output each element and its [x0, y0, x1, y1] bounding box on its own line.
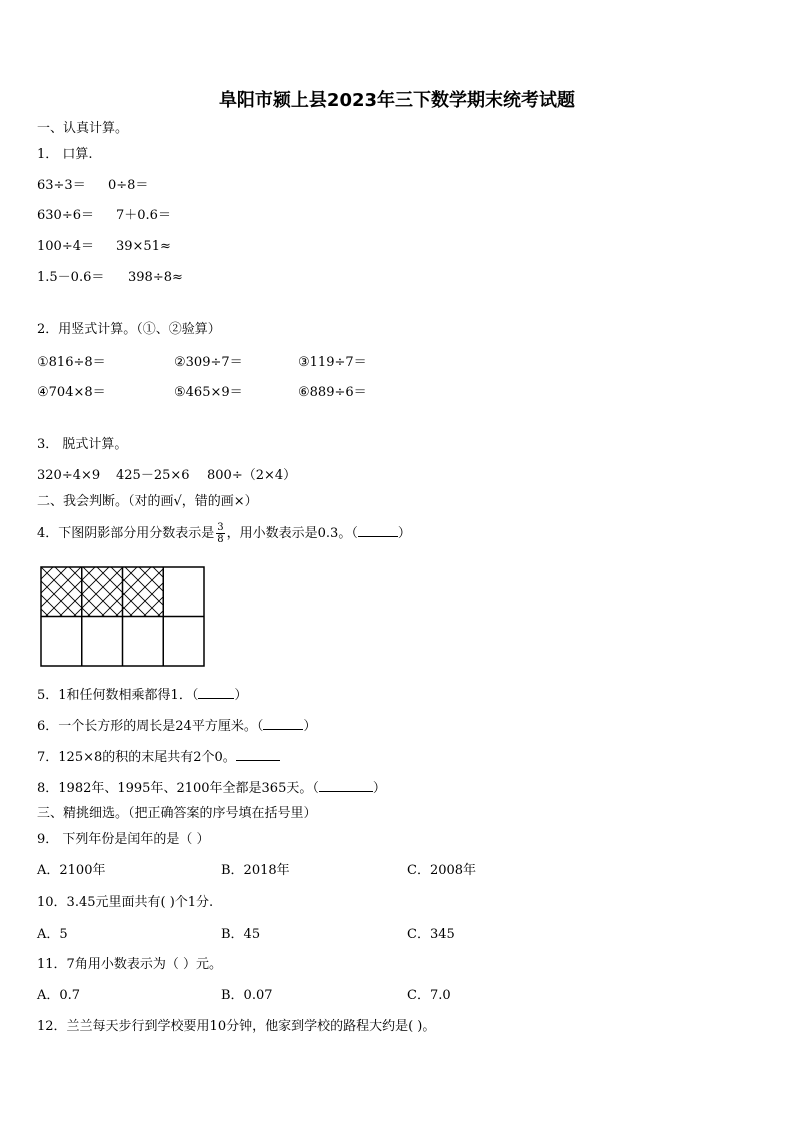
vertical-calc-item: ②309÷7＝ — [174, 355, 243, 370]
q6-label: 6．一个长方形的周长是24平方厘米。（ — [37, 719, 264, 734]
q4-prefix: 4．下图阴影部分用分数表示是 — [37, 526, 215, 541]
q6-text — [37, 717, 316, 736]
option-a[interactable]: A．2100年 — [37, 863, 106, 878]
fraction-grid-figure — [40, 566, 206, 672]
q7-text — [37, 748, 280, 767]
q7-label: 7．125×8的积的末尾共有2个0。 — [37, 750, 236, 765]
q10-text: 10．3.45元里面共有( )个1分. — [37, 895, 214, 910]
answer-blank[interactable] — [236, 748, 280, 761]
q4-close: ） — [397, 526, 411, 541]
oral-calc-item: 7＋0.6＝ — [116, 208, 171, 223]
shaded-cell — [123, 567, 164, 617]
vertical-calc-item: ③119÷7＝ — [298, 355, 367, 370]
q5-label: 5．1和任何数相乘都得1．（ — [37, 688, 199, 703]
vertical-calc-item: ⑥889÷6＝ — [298, 385, 367, 400]
shaded-cell — [82, 567, 123, 617]
option-a[interactable]: A．0.7 — [37, 988, 81, 1003]
q3-label: 3． 脱式计算。 — [37, 437, 128, 452]
section1-heading: 一、认真计算。 — [37, 121, 129, 136]
fraction-numerator: 3 — [217, 522, 224, 533]
option-a[interactable]: A．5 — [37, 927, 68, 942]
q8-close: ） — [372, 781, 386, 796]
option-c[interactable]: C．345 — [407, 927, 455, 942]
page-title: 阜阳市颍上县2023年三下数学期末统考试题 — [218, 90, 576, 111]
section2-heading: 二、我会判断。（对的画√，错的画×） — [37, 494, 258, 509]
oral-calc-item: 1.5－0.6＝ — [37, 270, 105, 285]
vertical-calc-item: ⑤465×9＝ — [174, 385, 243, 400]
option-b[interactable]: B．45 — [221, 927, 261, 942]
q5-close: ） — [234, 688, 248, 703]
vertical-calc-item: ①816÷8＝ — [37, 355, 106, 370]
answer-blank[interactable] — [198, 686, 234, 699]
q2-label: 2．用竖式计算。（①、②验算） — [37, 322, 221, 337]
oral-calc-item: 398÷8≈ — [128, 270, 183, 285]
mixed-calc-item: 425－25×6 — [116, 468, 190, 483]
q5-text — [37, 686, 247, 705]
q9-text: 9． 下列年份是闰年的是（ ） — [37, 832, 210, 847]
q11-text: 11．7角用小数表示为（ ）元。 — [37, 957, 222, 972]
answer-blank[interactable] — [263, 717, 303, 730]
oral-calc-item: 63÷3＝ — [37, 178, 86, 193]
q4-text — [37, 522, 411, 546]
q4-suffix: ，用小数表示是0.3。（ — [226, 526, 358, 541]
oral-calc-item: 0÷8＝ — [108, 178, 149, 193]
q12-text: 12．兰兰每天步行到学校要用10分钟，他家到学校的路程大约是( )。 — [37, 1019, 436, 1034]
q6-close: ） — [303, 719, 317, 734]
option-c[interactable]: C．2008年 — [407, 863, 477, 878]
q8-label: 8．1982年、1995年、2100年全都是365天。（ — [37, 781, 319, 796]
option-b[interactable]: B．2018年 — [221, 863, 290, 878]
oral-calc-item: 630÷6＝ — [37, 208, 94, 223]
oral-calc-item: 100÷4＝ — [37, 239, 94, 254]
q1-label: 1． 口算. — [37, 147, 93, 162]
shaded-cells — [41, 567, 163, 617]
answer-blank[interactable] — [319, 779, 373, 792]
shaded-cell — [41, 567, 82, 617]
fraction — [216, 522, 224, 545]
fraction-denominator: 8 — [217, 534, 224, 545]
fraction-grid-svg — [40, 566, 206, 668]
option-c[interactable]: C．7.0 — [407, 988, 451, 1003]
mixed-calc-item: 320÷4×9 — [37, 468, 101, 483]
mixed-calc-item: 800÷（2×4） — [207, 468, 297, 483]
section3-heading: 三、精挑细选。（把正确答案的序号填在括号里） — [37, 806, 317, 821]
answer-blank[interactable] — [358, 524, 398, 537]
option-b[interactable]: B．0.07 — [221, 988, 273, 1003]
vertical-calc-item: ④704×8＝ — [37, 385, 106, 400]
q8-text — [37, 779, 386, 798]
oral-calc-item: 39×51≈ — [116, 239, 171, 254]
